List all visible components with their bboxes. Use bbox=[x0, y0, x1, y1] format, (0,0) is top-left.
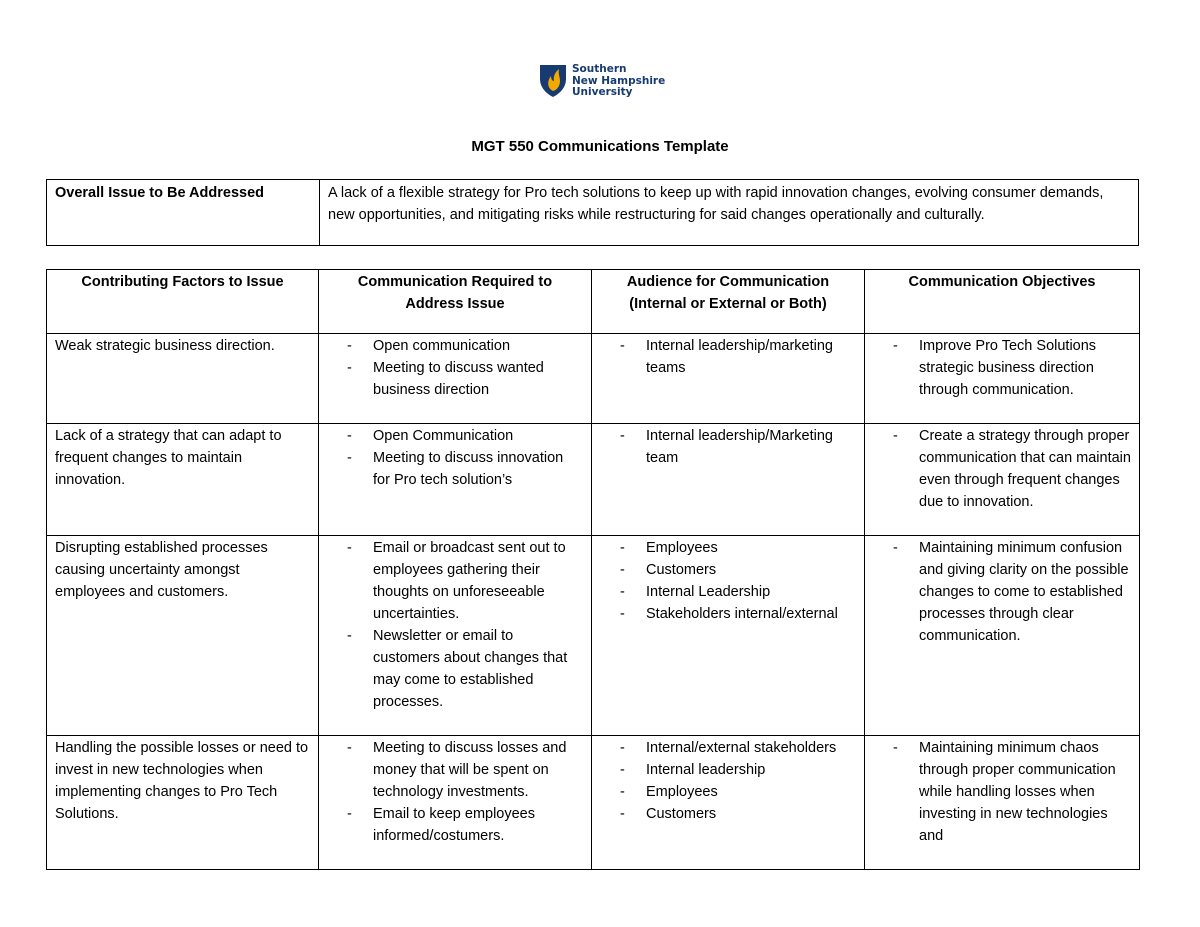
communication-cell bbox=[319, 536, 592, 736]
logo-text bbox=[572, 64, 665, 99]
header-audience: Audience for Communication (Internal or External or Both) bbox=[592, 270, 865, 334]
header-communication-required: Communication Required to Address Issue bbox=[319, 270, 592, 334]
table-row bbox=[47, 424, 1140, 536]
overall-issue-label: Overall Issue to Be Addressed bbox=[47, 180, 320, 246]
overall-issue-row bbox=[47, 180, 1139, 246]
list-item: - Customers bbox=[620, 559, 856, 581]
logo-line-1: Southern bbox=[572, 63, 627, 75]
shield-flame-icon bbox=[538, 64, 568, 98]
table-row bbox=[47, 536, 1140, 736]
objectives-cell bbox=[865, 736, 1140, 870]
snhu-logo bbox=[538, 64, 665, 99]
list-item: - Meeting to discuss wanted business direction bbox=[347, 357, 583, 401]
logo-line-3: University bbox=[572, 86, 633, 98]
list-item: - Newsletter or email to customers about changes that may come to established processes. bbox=[347, 625, 583, 713]
objectives-cell bbox=[865, 334, 1140, 424]
list-item: - Open Communication bbox=[347, 425, 583, 447]
factor-cell: Handling the possible losses or need to invest in new technologies when implementing changes to Pro Tech Solutions. bbox=[47, 736, 319, 870]
list-item: - Employees bbox=[620, 537, 856, 559]
logo-line-2: New Hampshire bbox=[572, 74, 666, 87]
list-item: - Customers bbox=[620, 803, 856, 825]
overall-issue-text: A lack of a flexible strategy for Pro tech solutions to keep up with rapid innovation changes, evolving consumer demands, new opportunities, and mitigating risks while restructuring for said changes operationally and culturally. bbox=[320, 180, 1139, 246]
list-item: - Maintaining minimum chaos through proper communication while handling losses when investing in new technologies and bbox=[893, 737, 1131, 847]
list-item: - Stakeholders internal/external bbox=[620, 603, 856, 625]
list-item: - Open communication bbox=[347, 335, 583, 357]
list-item: - Create a strategy through proper communication that can maintain even through frequent changes due to innovation. bbox=[893, 425, 1131, 513]
audience-cell bbox=[592, 334, 865, 424]
overall-issue-table bbox=[46, 179, 1139, 246]
audience-cell bbox=[592, 536, 865, 736]
header-contributing-factors: Contributing Factors to Issue bbox=[47, 270, 319, 334]
list-item: - Meeting to discuss losses and money that will be spent on technology investments. bbox=[347, 737, 583, 803]
audience-cell bbox=[592, 424, 865, 536]
communication-cell bbox=[319, 424, 592, 536]
factor-cell: Lack of a strategy that can adapt to frequent changes to maintain innovation. bbox=[47, 424, 319, 536]
document-title: MGT 550 Communications Template bbox=[471, 138, 729, 155]
list-item: - Meeting to discuss innovation for Pro tech solution’s bbox=[347, 447, 583, 491]
factor-cell: Weak strategic business direction. bbox=[47, 334, 319, 424]
table-header-row bbox=[47, 270, 1140, 334]
list-item: - Internal/external stakeholders bbox=[620, 737, 856, 759]
list-item: - Employees bbox=[620, 781, 856, 803]
header-objectives: Communication Objectives bbox=[865, 270, 1140, 334]
list-item: - Internal leadership/Marketing team bbox=[620, 425, 856, 469]
objectives-cell bbox=[865, 424, 1140, 536]
objectives-cell bbox=[865, 536, 1140, 736]
table-row bbox=[47, 334, 1140, 424]
list-item: - Improve Pro Tech Solutions strategic business direction through communication. bbox=[893, 335, 1131, 401]
communication-cell bbox=[319, 736, 592, 870]
list-item: - Internal Leadership bbox=[620, 581, 856, 603]
list-item: - Internal leadership/marketing teams bbox=[620, 335, 856, 379]
communications-table bbox=[46, 269, 1140, 870]
list-item: - Maintaining minimum confusion and giving clarity on the possible changes to come to established processes through clear communication. bbox=[893, 537, 1131, 647]
audience-cell bbox=[592, 736, 865, 870]
list-item: - Internal leadership bbox=[620, 759, 856, 781]
list-item: - Email or broadcast sent out to employees gathering their thoughts on unforeseeable uncertainties. bbox=[347, 537, 583, 625]
list-item: - Email to keep employees informed/costumers. bbox=[347, 803, 583, 847]
table-row bbox=[47, 736, 1140, 870]
factor-cell: Disrupting established processes causing uncertainty amongst employees and customers. bbox=[47, 536, 319, 736]
communication-cell bbox=[319, 334, 592, 424]
